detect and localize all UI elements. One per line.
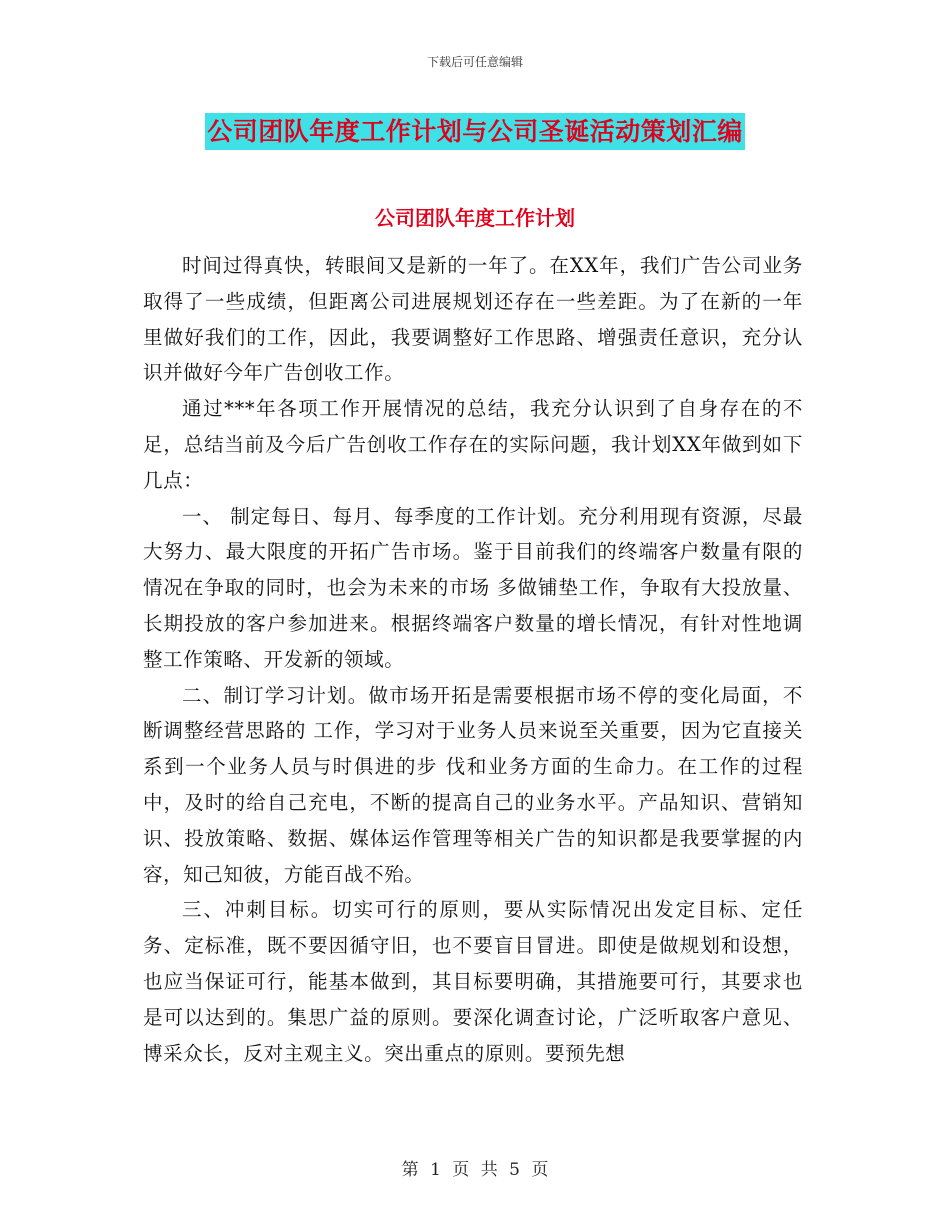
page-footer: 第 1 页 共 5 页 [401,1160,549,1180]
section-title: 公司团队年度工作计划 [375,206,575,230]
paragraph: 一、 制定每日、每月、每季度的工作计划。充分利用现有资源，尽最大努力、最大限度的开拓广告市场。鉴于目前我们的终端客户数量有限的情况在争取的同时，也会为未来的市场 多做铺垫工作，争取有大投放量、长期投放的客户参加进来。根据终端客户数量的增长情况，有针对性地调整工作策略、开发新的领域。 [143,504,803,671]
document-title-text: 公司团队年度工作计划与公司圣诞活动策划汇编 [205,113,745,150]
paragraph: 时间过得真快，转眼间又是新的一年了。在XX年，我们广告公司业务取得了一些成绩，但距离公司进展规划还存在一些差距。为了在新的一年里做好我们的工作，因此，我要调整好工作思路、增强责任意识，充分认识并做好今年广告创收工作。 [143,254,803,385]
header-note: 下载后可任意编辑 [426,55,523,69]
body-text [143,248,803,1071]
paragraph: 二、制订学习计划。做市场开拓是需要根据市场不停的变化局面，不断调整经营思路的 工作，学习对于业务人员来说至关重要，因为它直接关系到一个业务人员与时俱进的步 伐和业务方面的生命力。在工作的过程中，及时的给自己充电，不断的提高自己的业务水平。产品知识、营销知识、投放策略、数据、媒体运作管理等相关广告的知识都是我要掌握的内容，知己知彼，方能百战不殆。 [143,683,803,886]
document-title [0,112,950,148]
paragraph: 通过***年各项工作开展情况的总结，我充分认识到了自身存在的不足，总结当前及今后广告创收工作存在的实际问题，我计划XX年做到如下几点： [143,397,803,492]
paragraph: 三、冲刺目标。切实可行的原则，要从实际情况出发定目标、定任务、定标准，既不要因循守旧，也不要盲目冒进。即使是做规划和设想，也应当保证可行，能基本做到，其目标要明确，其措施要可行，其要求也是可以达到的。集思广益的原则。要深化调查讨论，广泛听取客户意见、博采众长，反对主观主义。突出重点的原则。要预先想 [143,898,803,1065]
